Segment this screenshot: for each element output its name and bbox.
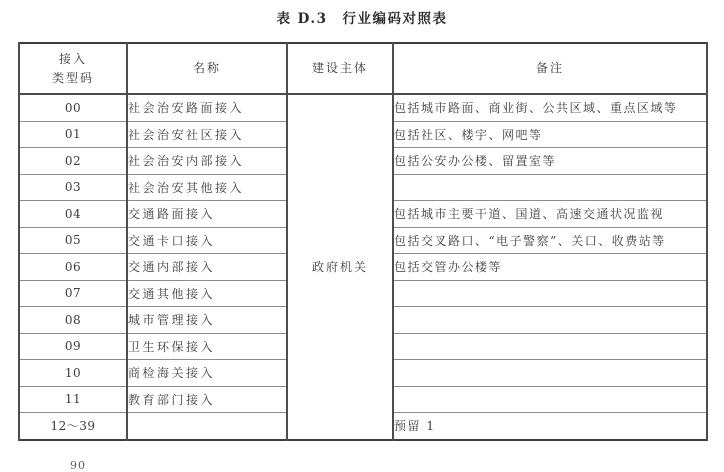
name-cell: 社会治安社区接入 bbox=[127, 121, 287, 148]
header-access-type-code-line2: 类型码 bbox=[51, 70, 94, 85]
table-header-row bbox=[19, 43, 707, 94]
code-cell: 00 bbox=[19, 94, 127, 121]
header-builder: 建设主体 bbox=[287, 43, 393, 94]
name-cell: 交通卡口接入 bbox=[127, 227, 287, 254]
remark-cell: 包括公安办公楼、留置室等 bbox=[393, 148, 707, 175]
code-cell: 01 bbox=[19, 121, 127, 148]
remark-cell: 包括交叉路口、“电子警察”、关口、收费站等 bbox=[393, 227, 707, 254]
remark-cell: 包括社区、楼宇、网吧等 bbox=[393, 121, 707, 148]
code-cell: 08 bbox=[19, 307, 127, 334]
header-remark: 备注 bbox=[393, 43, 707, 94]
name-cell: 教育部门接入 bbox=[127, 386, 287, 413]
remark-cell bbox=[393, 307, 707, 334]
header-access-type-code bbox=[19, 43, 127, 94]
name-cell: 交通其他接入 bbox=[127, 280, 287, 307]
page-title: 表 D.3 行业编码对照表 bbox=[276, 11, 448, 27]
remark-cell bbox=[393, 333, 707, 360]
name-cell: 社会治安路面接入 bbox=[127, 94, 287, 121]
name-cell: 交通路面接入 bbox=[127, 201, 287, 228]
name-cell: 商检海关接入 bbox=[127, 360, 287, 387]
remark-cell bbox=[393, 174, 707, 201]
remark-cell bbox=[393, 386, 707, 413]
table-row bbox=[19, 94, 707, 121]
remark-cell: 包括城市路面、商业街、公共区域、重点区域等 bbox=[393, 94, 707, 121]
header-access-type-code-line1: 接入 bbox=[58, 51, 87, 66]
code-cell: 11 bbox=[19, 386, 127, 413]
industry-code-table bbox=[18, 42, 708, 441]
name-cell: 社会治安其他接入 bbox=[127, 174, 287, 201]
code-cell: 03 bbox=[19, 174, 127, 201]
remark-cell bbox=[393, 280, 707, 307]
code-cell: 09 bbox=[19, 333, 127, 360]
code-cell: 12～39 bbox=[19, 413, 127, 440]
name-cell: 城市管理接入 bbox=[127, 307, 287, 334]
remark-cell: 预留 1 bbox=[393, 413, 707, 440]
code-cell: 02 bbox=[19, 148, 127, 175]
name-cell bbox=[127, 413, 287, 440]
code-cell: 04 bbox=[19, 201, 127, 228]
header-name: 名称 bbox=[127, 43, 287, 94]
code-cell: 10 bbox=[19, 360, 127, 387]
page-number: 90 bbox=[70, 459, 86, 472]
code-cell: 05 bbox=[19, 227, 127, 254]
name-cell: 社会治安内部接入 bbox=[127, 148, 287, 175]
code-cell: 06 bbox=[19, 254, 127, 281]
remark-cell bbox=[393, 360, 707, 387]
name-cell: 卫生环保接入 bbox=[127, 333, 287, 360]
builder-merged-cell: 政府机关 bbox=[287, 94, 393, 440]
remark-cell: 包括城市主要干道、国道、高速交通状况监视 bbox=[393, 201, 707, 228]
name-cell: 交通内部接入 bbox=[127, 254, 287, 281]
remark-cell: 包括交管办公楼等 bbox=[393, 254, 707, 281]
code-cell: 07 bbox=[19, 280, 127, 307]
